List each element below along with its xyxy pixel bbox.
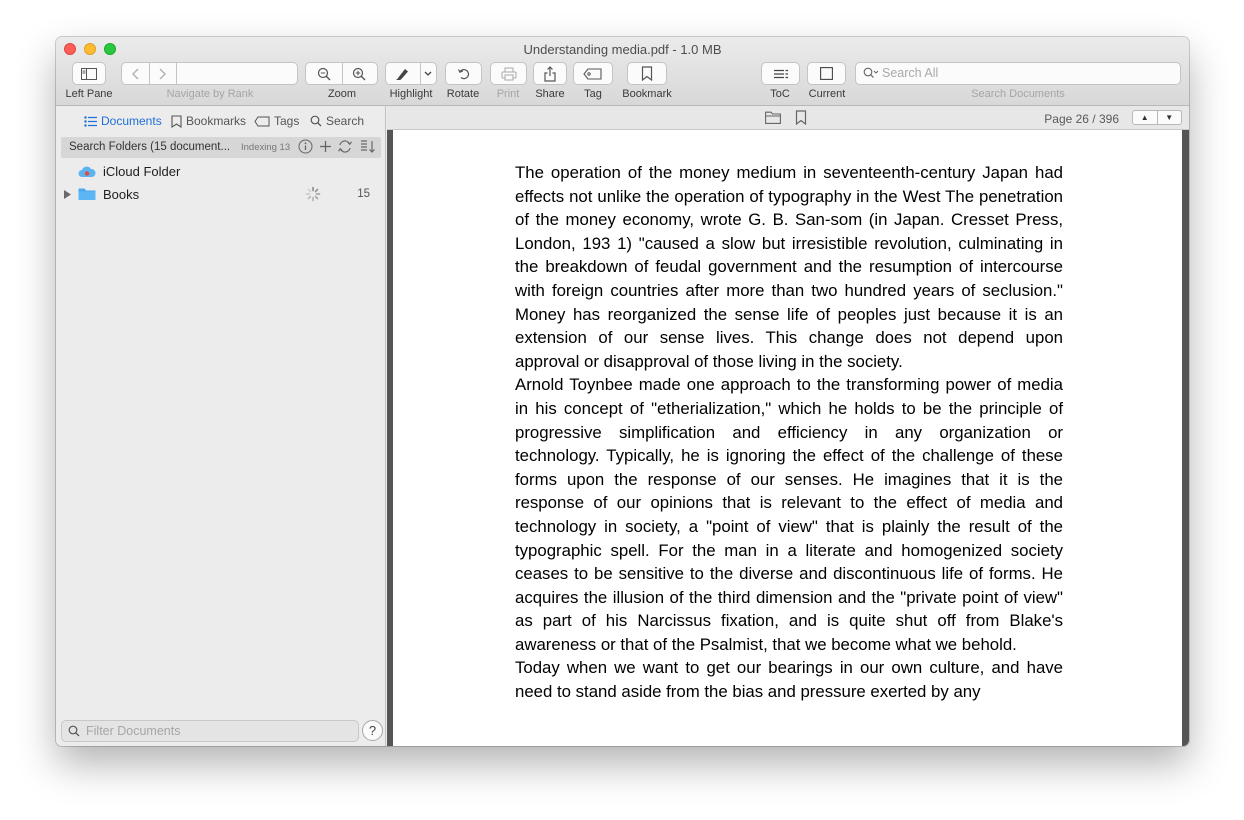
list-icon bbox=[84, 116, 97, 127]
tag-button[interactable] bbox=[573, 62, 613, 85]
search-all-input[interactable] bbox=[855, 62, 1181, 85]
folder-icon bbox=[78, 187, 96, 201]
share-label: Share bbox=[535, 88, 565, 100]
app-window bbox=[56, 37, 1189, 746]
back-button[interactable] bbox=[122, 68, 149, 80]
page-indicator: Page 26 / 396 bbox=[1044, 112, 1119, 126]
chevron-left-icon bbox=[132, 68, 139, 80]
bookmark-icon bbox=[171, 115, 182, 128]
tree-item-books[interactable] bbox=[56, 183, 386, 205]
bookmark-label: Bookmark bbox=[622, 88, 672, 100]
add-icon[interactable] bbox=[318, 139, 333, 154]
filter-documents-input[interactable] bbox=[61, 720, 359, 742]
paragraph-3: Today when we want to get our bearings in our own culture, and have need to stand aside from the bias and pressure exerted by any bbox=[515, 658, 1063, 702]
rotate-button[interactable] bbox=[445, 62, 482, 85]
viewer-toolbar bbox=[387, 106, 1189, 130]
tag-icon bbox=[583, 68, 603, 80]
search-folders-header bbox=[61, 137, 381, 158]
square-icon bbox=[820, 67, 833, 80]
highlight-label: Highlight bbox=[389, 88, 433, 100]
printer-icon bbox=[501, 67, 517, 81]
tag-label: Tag bbox=[584, 88, 602, 100]
highlight-button[interactable] bbox=[385, 62, 437, 85]
list-icon bbox=[774, 69, 788, 79]
next-page-button[interactable]: ▼ bbox=[1157, 111, 1182, 124]
tab-search-label: Search bbox=[326, 114, 365, 128]
forward-button[interactable] bbox=[149, 68, 176, 80]
document-viewer bbox=[387, 106, 1189, 746]
search-icon bbox=[68, 725, 80, 737]
rotate-icon bbox=[457, 67, 471, 81]
title-bar bbox=[56, 37, 1189, 106]
sidebar-tabs bbox=[56, 112, 385, 132]
tree-item-icloud-folder[interactable] bbox=[56, 160, 386, 182]
search-folders-title: Search Folders (15 document... bbox=[69, 141, 231, 153]
left-pane-label: Left Pane bbox=[65, 88, 113, 100]
tab-bookmarks-label: Bookmarks bbox=[186, 114, 247, 128]
tab-documents[interactable] bbox=[84, 114, 162, 128]
tab-bookmarks[interactable] bbox=[171, 114, 246, 128]
tab-tags[interactable] bbox=[254, 114, 299, 128]
sort-icon[interactable] bbox=[359, 139, 377, 155]
window-title: Understanding media.pdf - 1.0 MB bbox=[523, 42, 722, 57]
zoom-in-icon bbox=[352, 67, 366, 81]
chevron-right-icon bbox=[159, 68, 166, 80]
disclosure-triangle-icon[interactable] bbox=[64, 190, 71, 199]
tag-icon bbox=[254, 116, 270, 127]
page-stepper bbox=[1132, 110, 1182, 125]
bookmark-icon[interactable] bbox=[795, 110, 807, 125]
print-label: Print bbox=[496, 88, 520, 100]
paragraph-1: The operation of the money medium in seventeenth-century Japan had effects not unlike the operation of typography in the West The penetration of the money economy, wrote G. B. San-som (in Japan. Cresset Press, London, 193 1) "caused a slow but irresistible revolution, culminating in the breakdown of feudal government and the resumption of intercourse with foreign countries after more than two hundred years of seclusion." Money has reorganized the sense life of peoples just because it is an extension of our sense lives. This change does not depend upon approval or disapproval of those living in the society. bbox=[515, 163, 1063, 371]
current-button[interactable] bbox=[807, 62, 846, 85]
paragraph-2: Arnold Toynbee made one approach to the transforming power of media in his concept of "etherialization," which he holds to be the principle of progressive simplification and efficiency in any organization or technology. Typically, he is ignoring the effect of the challenge of these forms upon the response of our senses. He imagines that it is the response of our opinions that is relevant to the effect of media and technology in society, a "point of view" that is plainly the result of the typographic spell. For the man in a literate and homogenized society ceases to be sensitive to the diverse and discontinuous life of forms. He acquires the illusion of the third dimension and the "private point of view" as part of his Narcissus fixation, and is quite shut off from Blake's awareness or that of the Psalmist, that we become what we behold. bbox=[515, 375, 1063, 654]
search-all-placeholder: Search All bbox=[882, 66, 939, 80]
navigate-by-rank-control[interactable] bbox=[121, 62, 298, 85]
bookmark-button[interactable] bbox=[627, 62, 667, 85]
filter-documents-placeholder: Filter Documents bbox=[86, 724, 181, 738]
previous-page-button[interactable]: ▲ bbox=[1140, 113, 1149, 122]
highlight-options-button[interactable] bbox=[419, 71, 436, 76]
books-count: 15 bbox=[357, 188, 370, 200]
share-button[interactable] bbox=[533, 62, 567, 85]
share-icon bbox=[543, 66, 557, 82]
print-button[interactable] bbox=[490, 62, 527, 85]
bookmark-icon bbox=[641, 66, 653, 81]
rotate-label: Rotate bbox=[446, 88, 480, 100]
indexing-status: Indexing 13 bbox=[241, 142, 291, 153]
left-pane bbox=[56, 106, 386, 746]
page-text bbox=[515, 161, 1063, 704]
navigate-by-rank-label: Navigate by Rank bbox=[166, 88, 254, 100]
left-pane-button[interactable] bbox=[72, 62, 106, 85]
sidebar-icon bbox=[81, 68, 97, 80]
zoom-out-button[interactable] bbox=[306, 67, 342, 81]
search-documents-label: Search Documents bbox=[971, 88, 1065, 100]
pdf-page bbox=[393, 130, 1182, 746]
folder-outline-icon[interactable] bbox=[765, 111, 781, 124]
toc-button[interactable] bbox=[761, 62, 800, 85]
tree-item-label: Books bbox=[103, 187, 140, 202]
tab-documents-label: Documents bbox=[101, 114, 162, 128]
spinner-icon bbox=[305, 186, 321, 202]
info-icon[interactable] bbox=[298, 139, 313, 154]
help-button[interactable]: ? bbox=[362, 720, 383, 741]
refresh-icon[interactable] bbox=[337, 139, 353, 154]
search-icon bbox=[310, 115, 322, 127]
zoom-label: Zoom bbox=[327, 88, 357, 100]
icloud-folder-icon bbox=[78, 165, 96, 178]
current-label: Current bbox=[808, 88, 846, 100]
highlighter-icon bbox=[395, 67, 411, 81]
zoom-out-icon bbox=[317, 67, 331, 81]
tab-search[interactable] bbox=[310, 114, 364, 128]
chevron-down-icon bbox=[424, 71, 432, 76]
search-icon bbox=[863, 67, 879, 79]
zoom-control bbox=[305, 62, 378, 85]
tree-item-label: iCloud Folder bbox=[103, 164, 181, 179]
toc-label: ToC bbox=[770, 88, 790, 100]
zoom-in-button[interactable] bbox=[342, 67, 378, 81]
tab-tags-label: Tags bbox=[274, 114, 300, 128]
